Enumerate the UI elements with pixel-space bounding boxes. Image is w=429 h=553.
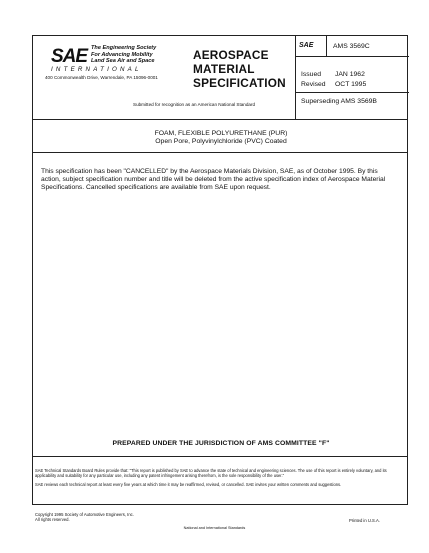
copyright-notice: Copyright 1995 Society of Automotive Engineers, Inc. All rights reserved. (35, 512, 134, 522)
title-line-1: FOAM, FLEXIBLE POLYURETHANE (PUR) (154, 130, 288, 137)
sae-address: 400 Commonwealth Drive, Warrendale, PA 15096-0001 (45, 75, 158, 80)
header-vertical-divider (295, 36, 296, 119)
submitted-note: Submitted for recognition as an American National Standard (133, 102, 256, 107)
revision-divider (295, 92, 409, 93)
footer-note-1: SAE Technical Standards Board Rules provide that: "This report is published by SAE to advance the state of technical and engineering sciences. The use of this report is entirely voluntary, and its applicability and suitability for any particular use, including any patent infringement arising therefrom, is the sole responsibility of the user." (35, 468, 387, 479)
bottom-note: National and International Standards (183, 526, 246, 530)
specification-title (33, 130, 409, 146)
ams-box-divider (326, 36, 327, 56)
sae-small-logo: SAE (299, 42, 314, 49)
footer-divider (33, 456, 407, 457)
footer-note-2: SAE reviews each technical report at least every five years at which time it may be reaffirmed, revised, or cancelled. SAE invites your written comments and suggestions. (35, 482, 342, 488)
sae-tagline: The Engineering Society For Advancing Mobility Land Sea Air and Space (91, 45, 157, 65)
printed-in: Printed in U.S.A. (349, 518, 380, 523)
prepared-statement: PREPARED UNDER THE JURISDICTION OF AMS COMMITTEE "F" (112, 440, 330, 447)
document-frame (32, 35, 408, 523)
issued-label: Issued Revised (301, 71, 326, 88)
document-type-title: AEROSPACE MATERIAL SPECIFICATION (193, 48, 286, 90)
sae-international: INTERNATIONAL (51, 66, 142, 73)
cancellation-notice: This specification has been "CANCELLED" by the Aerospace Materials Division, SAE, as of October 1995. By this action, subject specification number and title will be deleted from the active specification index of Aerospace Material Specifications. Cancelled specifications are available from SAE upon request. (41, 168, 386, 192)
ams-number: AMS 3569C (333, 43, 370, 50)
sae-logo: SAE (51, 46, 88, 67)
header-divider (33, 119, 407, 120)
footer-notes (35, 468, 405, 487)
title-line-2: Open Pore, Polyvinylchloride (PVC) Coated (155, 138, 287, 146)
ams-number-divider (295, 56, 409, 57)
issued-value: JAN 1962 OCT 1995 (335, 71, 367, 88)
title-divider (33, 152, 407, 153)
superseding-note: Superseding AMS 3569B (301, 98, 377, 105)
